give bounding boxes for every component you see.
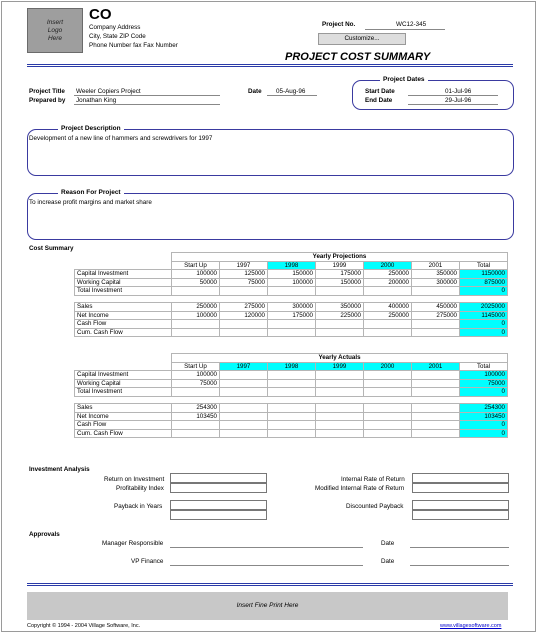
row-label: Net Income — [75, 412, 172, 421]
table-cell[interactable] — [220, 287, 268, 296]
row-label: Net Income — [75, 311, 172, 320]
table-cell[interactable] — [364, 421, 412, 430]
table-cell[interactable]: 300000 — [412, 278, 460, 287]
vp-signature-line[interactable] — [170, 565, 363, 566]
roi-label: Return on Investment — [104, 476, 165, 483]
logo-text: Insert Logo Here — [46, 18, 64, 42]
projections-table — [74, 252, 508, 337]
footer-rule-bottom — [27, 585, 513, 586]
column-header: 2001 — [412, 362, 460, 371]
projections-title: Yearly Projections — [172, 253, 508, 262]
table-row — [75, 328, 508, 337]
table-cell[interactable] — [172, 421, 220, 430]
manager-date-label: Date — [381, 540, 395, 547]
column-header: 2000 — [364, 362, 412, 371]
vp-date-line[interactable] — [410, 565, 509, 566]
discounted-payback-label: Discounted Payback — [346, 503, 404, 510]
table-cell[interactable] — [220, 371, 268, 380]
column-header: Total — [460, 261, 508, 270]
table-cell[interactable]: 75000 — [172, 379, 220, 388]
table-cell[interactable] — [172, 388, 220, 397]
table-cell[interactable] — [364, 412, 412, 421]
table-cell[interactable] — [268, 379, 316, 388]
table-cell[interactable] — [268, 421, 316, 430]
date-value[interactable]: 05-Aug-96 — [276, 88, 306, 95]
payback-label: Payback in Years — [114, 503, 163, 510]
pi-field[interactable] — [170, 483, 267, 493]
table-cell[interactable]: 350000 — [316, 302, 364, 311]
table-cell[interactable] — [172, 320, 220, 329]
table-cell: 0 — [460, 287, 508, 296]
table-cell[interactable] — [412, 403, 460, 412]
column-header: 2000 — [364, 261, 412, 270]
row-label: Working Capital — [75, 379, 172, 388]
copyright-text: Copyright © 1994 - 2004 Village Software, Inc. — [27, 623, 141, 629]
fine-print-area[interactable]: Insert Fine Print Here — [27, 592, 508, 620]
end-date-label: End Date — [365, 97, 393, 104]
prepared-by-label: Prepared by — [29, 97, 66, 104]
table-cell[interactable] — [316, 421, 364, 430]
row-label: Working Capital — [75, 278, 172, 287]
table-cell: 0 — [460, 429, 508, 438]
table-cell[interactable]: 300000 — [268, 302, 316, 311]
table-cell: 2025000 — [460, 302, 508, 311]
row-label: Sales — [75, 403, 172, 412]
project-title-value[interactable]: Weeler Copiers Project — [76, 88, 141, 95]
date-label: Date — [248, 88, 262, 95]
reason-text[interactable]: To increase profit margins and market share — [29, 199, 152, 206]
table-cell[interactable] — [220, 429, 268, 438]
table-cell[interactable]: 275000 — [220, 302, 268, 311]
manager-signature-line[interactable] — [170, 547, 363, 548]
table-cell[interactable] — [316, 412, 364, 421]
table-cell[interactable]: 200000 — [364, 278, 412, 287]
table-row — [75, 287, 508, 296]
table-cell[interactable] — [364, 429, 412, 438]
table-cell[interactable] — [220, 379, 268, 388]
table-cell[interactable]: 100000 — [172, 371, 220, 380]
header-rule-bottom — [27, 66, 513, 67]
table-cell[interactable] — [172, 287, 220, 296]
table-cell[interactable] — [316, 371, 364, 380]
table-cell[interactable]: 175000 — [268, 311, 316, 320]
project-dates-title: Project Dates — [380, 76, 428, 83]
table-cell: 0 — [460, 328, 508, 337]
table-cell[interactable] — [364, 320, 412, 329]
vp-date-label: Date — [381, 558, 395, 565]
table-cell[interactable]: 100000 — [172, 270, 220, 279]
payback-field-2[interactable] — [170, 510, 267, 520]
irr-label: Internal Rate of Return — [341, 476, 405, 483]
company-city: City, State ZIP Code — [89, 33, 146, 40]
table-cell[interactable] — [364, 403, 412, 412]
table-cell[interactable] — [316, 388, 364, 397]
row-label: Cash Flow — [75, 421, 172, 430]
table-cell[interactable] — [316, 328, 364, 337]
table-cell[interactable]: 103450 — [172, 412, 220, 421]
table-cell[interactable]: 100000 — [268, 278, 316, 287]
table-cell[interactable]: 175000 — [316, 270, 364, 279]
table-cell: 875000 — [460, 278, 508, 287]
row-label: Capital Investment — [75, 270, 172, 279]
table-cell: 103450 — [460, 412, 508, 421]
table-row — [75, 278, 508, 287]
row-label: Cum. Cash Flow — [75, 328, 172, 337]
row-label: Total Investment — [75, 287, 172, 296]
table-cell[interactable]: 254300 — [172, 403, 220, 412]
table-cell[interactable] — [412, 412, 460, 421]
row-label: Cum. Cash Flow — [75, 429, 172, 438]
table-cell[interactable] — [220, 403, 268, 412]
table-cell[interactable]: 225000 — [316, 311, 364, 320]
table-cell[interactable] — [364, 388, 412, 397]
table-cell[interactable]: 150000 — [268, 270, 316, 279]
reason-title: Reason For Project — [58, 189, 124, 196]
column-header: 1997 — [220, 261, 268, 270]
table-cell[interactable] — [268, 429, 316, 438]
table-cell[interactable] — [268, 320, 316, 329]
table-cell[interactable] — [412, 328, 460, 337]
column-header: Start Up — [172, 261, 220, 270]
approvals-title: Approvals — [29, 531, 60, 538]
table-cell[interactable] — [412, 388, 460, 397]
company-address: Company Address — [89, 24, 141, 31]
end-date-value[interactable]: 29-Jul-96 — [445, 97, 472, 104]
start-date-underline — [408, 95, 498, 96]
table-cell: 1150000 — [460, 270, 508, 279]
table-cell[interactable]: 400000 — [364, 302, 412, 311]
table-cell: 1145000 — [460, 311, 508, 320]
cost-summary-title: Cost Summary — [29, 245, 74, 252]
column-header: Start Up — [172, 362, 220, 371]
start-date-value[interactable]: 01-Jul-96 — [445, 88, 472, 95]
project-no-label: Project No. — [322, 21, 356, 28]
table-cell[interactable]: 50000 — [172, 278, 220, 287]
table-cell[interactable] — [364, 379, 412, 388]
mirr-label: Modified Internal Rate of Return — [315, 485, 405, 492]
project-title-label: Project Title — [29, 88, 65, 95]
project-description-text[interactable]: Development of a new line of hammers and screwdrivers for 1997 — [29, 135, 213, 142]
table-cell[interactable] — [220, 388, 268, 397]
table-row — [75, 379, 508, 388]
table-cell[interactable] — [412, 287, 460, 296]
column-header: 1999 — [316, 362, 364, 371]
table-row — [75, 371, 508, 380]
table-cell[interactable]: 250000 — [172, 302, 220, 311]
actuals-table — [74, 353, 508, 438]
table-cell[interactable] — [364, 371, 412, 380]
date-underline — [267, 95, 317, 96]
table-cell[interactable] — [412, 429, 460, 438]
table-cell[interactable]: 100000 — [172, 311, 220, 320]
irr-field[interactable] — [412, 473, 509, 483]
pi-label: Profitability Index — [116, 485, 164, 492]
table-row — [75, 421, 508, 430]
column-header: 1997 — [220, 362, 268, 371]
table-row — [75, 412, 508, 421]
table-cell[interactable]: 275000 — [412, 311, 460, 320]
table-cell[interactable] — [220, 320, 268, 329]
table-cell[interactable] — [364, 287, 412, 296]
vp-label: VP Finance — [131, 558, 164, 565]
table-row — [75, 320, 508, 329]
column-header: Total — [460, 362, 508, 371]
row-label: Cash Flow — [75, 320, 172, 329]
table-cell[interactable]: 250000 — [364, 270, 412, 279]
table-cell[interactable]: 125000 — [220, 270, 268, 279]
table-cell[interactable] — [268, 403, 316, 412]
end-date-underline — [408, 104, 498, 105]
table-cell[interactable]: 75000 — [220, 278, 268, 287]
table-row — [75, 311, 508, 320]
row-label: Capital Investment — [75, 371, 172, 380]
table-cell: 100000 — [460, 371, 508, 380]
table-cell[interactable] — [220, 412, 268, 421]
table-cell[interactable] — [412, 371, 460, 380]
table-cell[interactable] — [412, 379, 460, 388]
company-name: CO — [89, 6, 112, 23]
table-cell[interactable] — [268, 287, 316, 296]
table-cell[interactable] — [220, 421, 268, 430]
actuals-title: Yearly Actuals — [172, 354, 508, 363]
table-cell[interactable] — [316, 287, 364, 296]
column-header: 1998 — [268, 362, 316, 371]
table-cell[interactable]: 450000 — [412, 302, 460, 311]
table-cell[interactable]: 150000 — [316, 278, 364, 287]
investment-analysis-title: Investment Analysis — [29, 466, 90, 473]
table-cell[interactable] — [268, 328, 316, 337]
table-cell[interactable] — [316, 429, 364, 438]
row-label: Sales — [75, 302, 172, 311]
table-row — [75, 429, 508, 438]
mirr-field[interactable] — [412, 483, 509, 493]
table-cell[interactable]: 250000 — [364, 311, 412, 320]
table-row — [75, 270, 508, 279]
table-row — [75, 403, 508, 412]
column-header: 2001 — [412, 261, 460, 270]
table-cell[interactable] — [412, 320, 460, 329]
table-cell[interactable] — [220, 328, 268, 337]
table-cell[interactable] — [172, 328, 220, 337]
table-cell: 0 — [460, 320, 508, 329]
table-cell[interactable] — [316, 320, 364, 329]
table-cell[interactable] — [316, 403, 364, 412]
table-cell[interactable] — [268, 412, 316, 421]
column-header: 1998 — [268, 261, 316, 270]
discounted-payback-field-2[interactable] — [412, 510, 509, 520]
project-title-underline — [74, 95, 220, 96]
table-cell[interactable] — [172, 429, 220, 438]
project-no-value[interactable]: WC12-345 — [396, 21, 427, 28]
table-cell: 254300 — [460, 403, 508, 412]
table-cell: 0 — [460, 388, 508, 397]
table-cell[interactable] — [268, 371, 316, 380]
page-title: PROJECT COST SUMMARY — [285, 51, 431, 63]
row-label: Total Investment — [75, 388, 172, 397]
footer-rule-top — [27, 583, 513, 584]
roi-field[interactable] — [170, 473, 267, 483]
company-phone: Phone Number fax Fax Number — [89, 42, 178, 49]
logo-placeholder[interactable] — [27, 8, 83, 53]
customize-button[interactable]: Customize... — [318, 33, 406, 45]
column-header: 1999 — [316, 261, 364, 270]
table-row — [75, 388, 508, 397]
project-description-title: Project Description — [58, 125, 124, 132]
start-date-label: Start Date — [365, 88, 395, 95]
payback-field[interactable] — [170, 500, 267, 510]
table-cell[interactable]: 350000 — [412, 270, 460, 279]
table-row — [75, 302, 508, 311]
header-rule-top — [27, 64, 513, 65]
project-no-underline — [365, 29, 445, 30]
discounted-payback-field[interactable] — [412, 500, 509, 510]
table-cell: 75000 — [460, 379, 508, 388]
manager-label: Manager Responsible — [102, 540, 164, 547]
prepared-by-underline — [74, 104, 220, 105]
table-cell[interactable] — [364, 328, 412, 337]
table-cell[interactable] — [268, 388, 316, 397]
website-link[interactable]: www.villagesoftware.com — [440, 623, 502, 629]
manager-date-line[interactable] — [410, 547, 509, 548]
table-cell[interactable] — [412, 421, 460, 430]
table-cell: 0 — [460, 421, 508, 430]
table-cell[interactable]: 120000 — [220, 311, 268, 320]
prepared-by-value[interactable]: Jonathan King — [76, 97, 117, 104]
table-cell[interactable] — [316, 379, 364, 388]
